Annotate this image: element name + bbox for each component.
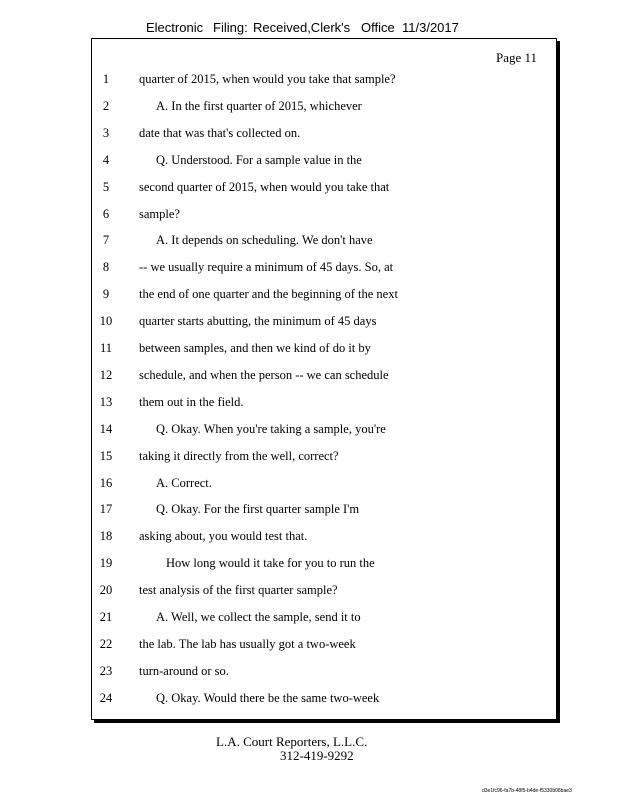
transcript-line: [0, 529, 618, 549]
line-text: Q. Understood. For a sample value in the: [156, 152, 362, 167]
line-number: 3: [102, 125, 110, 140]
line-number: 11: [99, 341, 113, 355]
transcript-line: [0, 422, 618, 442]
line-text: second quarter of 2015, when would you take that: [139, 179, 390, 194]
transcript-line: [0, 637, 618, 657]
line-text: -- we usually require a minimum of 45 days. So, at: [139, 260, 394, 275]
transcript-line: [0, 502, 618, 522]
line-text: turn-around or so.: [139, 663, 229, 678]
stamp-date: 11/3/2017: [402, 20, 459, 35]
stamp-electronic: Electronic: [146, 20, 204, 35]
line-text: How long would it take for you to run the: [166, 556, 375, 571]
line-text: A. Correct.: [156, 475, 212, 490]
transcript-line: [0, 126, 618, 146]
transcript-line: [0, 260, 618, 280]
transcript-line: [0, 287, 618, 307]
line-number: 22: [99, 636, 113, 651]
line-text: Q. Okay. When you're taking a sample, you're: [156, 421, 386, 436]
line-text: Q. Okay. Would there be the same two-week: [156, 690, 380, 705]
line-number: 24: [99, 690, 113, 705]
line-text: quarter of 2015, when would you take that sample?: [139, 72, 396, 86]
line-text: date that was that's collected on.: [139, 125, 301, 140]
transcript-line: [0, 395, 618, 415]
transcript-line: [0, 153, 618, 173]
line-text: Q. Okay. For the first quarter sample I'm: [156, 502, 360, 517]
line-number: 12: [99, 367, 113, 382]
line-number: 1: [102, 72, 110, 86]
line-number: 4: [102, 152, 110, 167]
line-text: the lab. The lab has usually got a two-week: [139, 636, 356, 651]
stamp-filing: Filing:: [213, 20, 248, 35]
document-id: d3e1fc96-fa7b-48f5-b4de-f5330b08bae3: [482, 788, 572, 794]
line-number: 8: [102, 260, 110, 275]
line-text: taking it directly from the well, correct?: [139, 448, 339, 463]
line-text: asking about, you would test that.: [139, 529, 308, 544]
line-number: 15: [99, 448, 113, 463]
transcript-line: [0, 664, 618, 684]
line-number: 14: [99, 421, 113, 436]
line-number: 9: [102, 287, 110, 302]
line-text: A. It depends on scheduling. We don't have: [156, 233, 373, 248]
transcript-line: [0, 691, 618, 711]
line-number: 7: [102, 233, 110, 248]
line-number: 19: [99, 556, 113, 571]
transcript-line: [0, 207, 618, 227]
line-text: the end of one quarter and the beginning of the next: [139, 287, 398, 302]
line-number: 10: [99, 314, 113, 329]
line-number: 18: [99, 529, 113, 544]
transcript-line: [0, 556, 618, 576]
line-text: sample?: [139, 206, 180, 221]
line-number: 13: [99, 394, 113, 409]
transcript-line: [0, 99, 618, 119]
stamp-office: Office: [361, 20, 395, 35]
line-number: 5: [102, 179, 110, 194]
transcript-line: [0, 72, 618, 92]
line-number: 16: [99, 475, 113, 490]
transcript-line: [0, 368, 618, 388]
line-text: test analysis of the first quarter sample?: [139, 583, 338, 598]
footer-company: L.A. Court Reporters, L.L.C.: [216, 734, 368, 749]
line-number: 17: [99, 502, 113, 517]
transcript-line: [0, 610, 618, 630]
stamp-received: Received,Clerk's: [253, 20, 351, 35]
footer-phone: 312-419-9292: [280, 748, 354, 763]
transcript-line: [0, 583, 618, 603]
line-text: A. In the first quarter of 2015, whichever: [156, 98, 362, 113]
line-text: quarter starts abutting, the minimum of 45 days: [139, 314, 377, 329]
transcript-line: [0, 476, 618, 496]
transcript-line: [0, 233, 618, 253]
line-text: between samples, and then we kind of do it by: [139, 341, 371, 355]
transcript-line: [0, 180, 618, 200]
line-number: 21: [99, 610, 113, 624]
page-number: Page 11: [496, 50, 538, 65]
line-text: them out in the field.: [139, 394, 244, 409]
transcript-line: [0, 449, 618, 469]
transcript-line: [0, 314, 618, 334]
line-number: 20: [99, 583, 113, 598]
line-text: A. Well, we collect the sample, send it to: [156, 610, 361, 624]
line-text: schedule, and when the person -- we can schedule: [139, 367, 389, 382]
line-number: 2: [102, 98, 110, 113]
line-number: 6: [102, 206, 110, 221]
line-number: 23: [99, 663, 113, 678]
transcript-line: [0, 341, 618, 361]
